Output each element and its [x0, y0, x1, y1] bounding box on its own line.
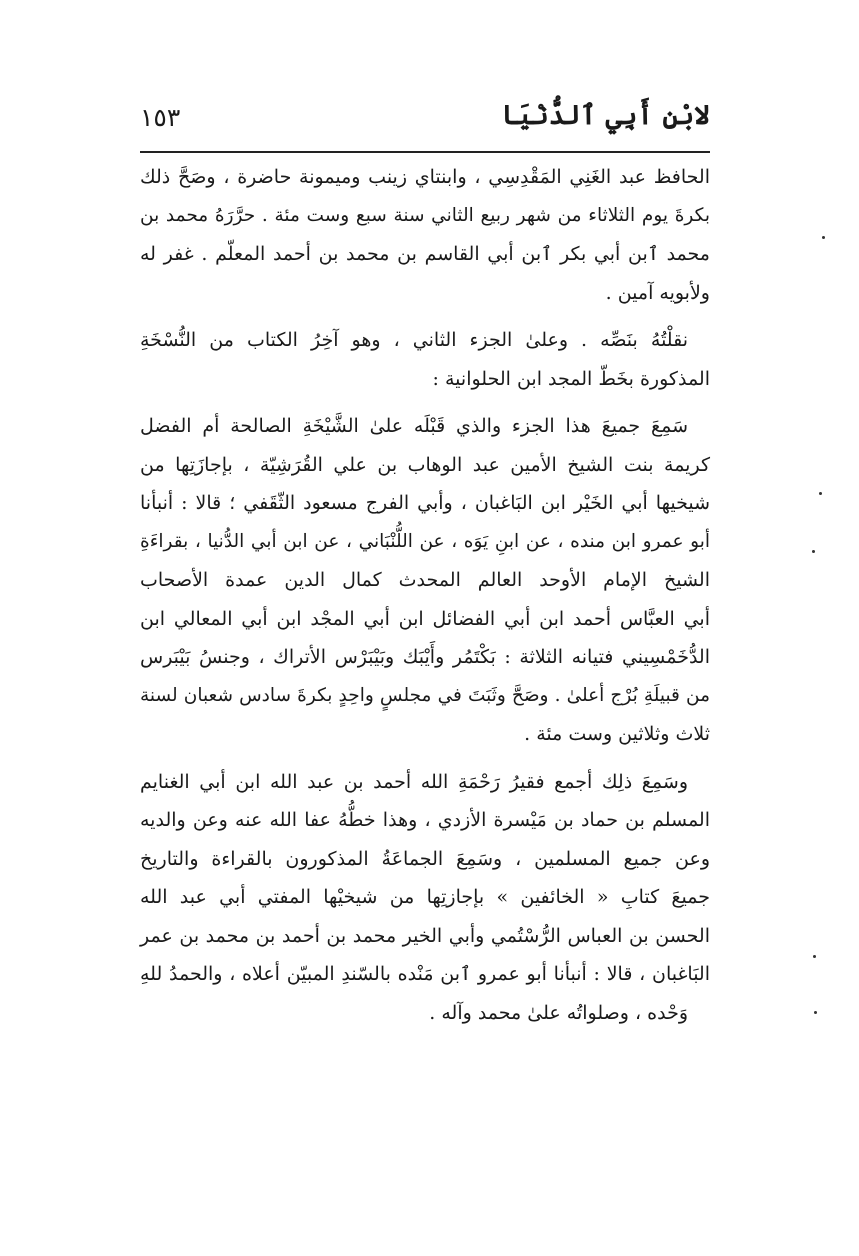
margin-speck — [819, 492, 822, 495]
text-line: شيخيها أبي الخَيْر ابن البَاغبان ، وأبي الفرج مسعود الثّقَفي ؛ قالا : أنبأنا — [140, 492, 710, 514]
paragraph-2 — [140, 321, 710, 398]
page-number: ١٥٣ — [140, 103, 181, 132]
text-line: البَاغبان ، قالا : أنبأنا أبو عمرو ٱبن مَنْده بالسّندِ المبيّن أعلاه ، والحمدُ للهِ — [140, 963, 710, 985]
text-line: الحسن بن العباس الرُّسْتُمي وأبي الخير محمد بن أحمد بن محمد بن عمر — [140, 924, 710, 947]
text-line: جميعَ كتابِ « الخائفين » بإجازتِها من شيخيْها المفتي أبي عبد الله — [140, 886, 710, 908]
paragraph-1 — [140, 158, 710, 312]
text-line: المسلم بن حماد بن مَيْسرة الأزدي ، وهذا خطُّهُ عفا الله عنه وعن والديه — [140, 809, 710, 831]
margin-speck — [814, 1011, 817, 1014]
text-line: وعن جميع المسلمين ، وسَمِعَ الجماعَةُ المذكورون بالقراءة والتاريخ — [140, 847, 710, 870]
body-text — [140, 158, 710, 1032]
text-line: أبو عمرو ابن منده ، عن ابنِ يَوَه ، عن اللُّنْبَاني ، عن ابن أبي الدُّنيا ، بقراءَةِ — [140, 530, 710, 552]
text-line: سَمِعَ جميعَ هذا الجزء والذي قَبْلَه علىٰ الشَّيْخَةِ الصالحة أم الفضل — [140, 415, 688, 437]
text-line: الشيخ الإمام الأوحد العالم المحدث كمال الدين عمدة الأصحاب — [140, 569, 710, 591]
text-line: وسَمِعَ ذلِك أجمع فقيرُ رَحْمَةِ الله أحمد بن عبد الله ابن أبي الغنايم — [140, 770, 688, 793]
paragraph-3 — [140, 407, 710, 754]
text-line: بكرةَ يوم الثلاثاء من شهر ربيع الثاني سنة سبع وست مئة . حرَّرَهُ محمد بن — [140, 204, 710, 226]
text-line: وَحْده ، وصلواتُه علىٰ محمد وآله . — [429, 1001, 688, 1024]
text-line: من قبيلَةِ بُرْج أعلىٰ . وصَحَّ وثَبَتَ في مجلسٍ واحِدٍ بكرةَ سادس شعبان لسنة — [140, 684, 710, 706]
text-line: محمد ٱبن أبي بكر ٱبن أبي القاسم بن محمد بن أحمد المعلّم . غفر له — [140, 243, 710, 265]
text-line: كريمة بنت الشيخ الأمين عبد الوهاب بن علي القُرَشِيّة ، بإجازَتِها من — [140, 453, 710, 476]
page-header — [140, 96, 710, 140]
text-line: الحافظ عبد الغَنِي المَقْدِسِي ، وابنتاي زينب وميمونة حاضرة ، وصَحَّ ذلك — [140, 166, 710, 188]
text-line: الدُّخَمْسِيني فتيانه الثلاثة : بَكْتَمُر وأَيْبَك وبَيْبَرْس الأتراك ، وجنسُ بَيْبَرس — [140, 646, 710, 668]
margin-speck — [812, 550, 815, 553]
text-line: نقلْتُهُ بنَصِّه . وعلىٰ الجزء الثاني ، وهو آخِرُ الكتاب من النُّسْخَةِ — [140, 329, 688, 351]
paragraph-4 — [140, 763, 710, 1033]
text-line: أبي العبَّاس أحمد ابن أبي الفضائل ابن أبي المجْد ابن أبي المعالي ابن — [140, 607, 710, 630]
text-line: المذكورة بخَطّ المجد ابن الحلوانية : — [432, 367, 710, 390]
margin-speck — [822, 236, 825, 239]
header-rule — [140, 151, 710, 153]
text-line: ولأبويه آمين . — [605, 281, 710, 304]
margin-speck — [813, 955, 816, 958]
text-line: ثلاث وثلاثين وست مئة . — [524, 723, 710, 745]
running-title: لابْنِ أَبِي ٱلدُّنْيَا — [501, 100, 710, 131]
